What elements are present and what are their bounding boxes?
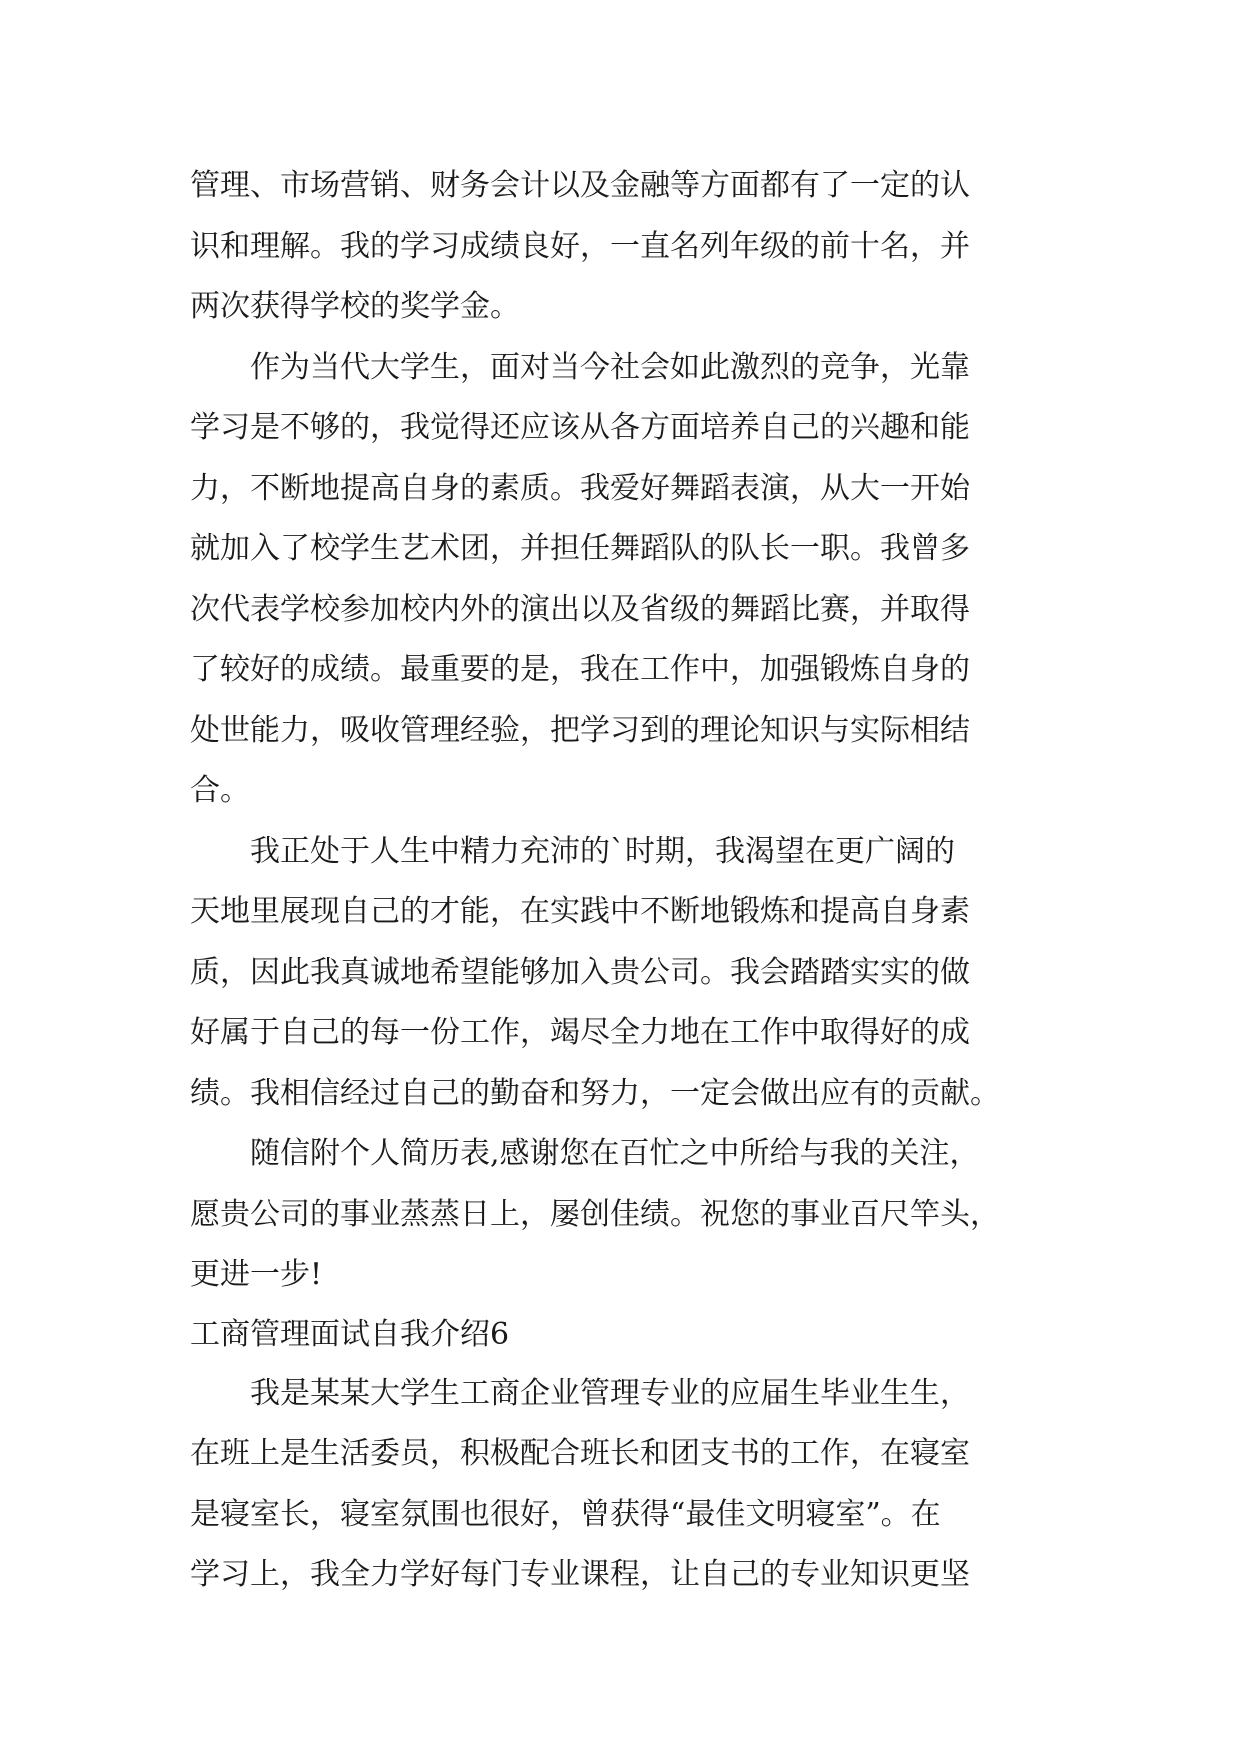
text-line-21: 我是某某大学生工商企业管理专业的应届生毕业生生， — [190, 1375, 970, 1411]
text-line-8: 次代表学校参加校内外的演出以及省级的舞蹈比赛，并取得 — [190, 591, 970, 627]
text-line-23: 是寝室长，寝室氛围也很好，曾获得“最佳文明寝室”。在 — [190, 1496, 941, 1532]
text-line-5: 学习是不够的，我觉得还应该从各方面培养自己的兴趣和能 — [190, 410, 970, 445]
text-line-15: 好属于自己的每一份工作，竭尽全力地在工作中取得好的成 — [190, 1015, 970, 1050]
text-line-18: 愿贵公司的事业蒸蒸日上，屡创佳绩。祝您的事业百尺竿头， — [190, 1196, 1000, 1232]
text-line-12: 我正处于人生中精力充沛的`时期，我渴望在更广阔的 — [190, 833, 955, 869]
text-line-17: 随信附个人简历表,感谢您在百忙之中所给与我的关注， — [190, 1136, 980, 1171]
text-line-13: 天地里展现自己的才能，在实践中不断地锻炼和提高自身素 — [190, 894, 970, 929]
text-line-10: 处世能力，吸收管理经验，把学习到的理论知识与实际相结 — [190, 712, 970, 748]
text-line-2: 识和理解。我的学习成绩良好，一直名列年级的前十名，并 — [190, 228, 970, 264]
section-heading: 工商管理面试自我介绍6 — [190, 1316, 510, 1352]
text-line-24: 学习上，我全力学好每门专业课程，让自己的专业知识更坚 — [190, 1557, 970, 1592]
document-body — [190, 156, 1050, 1606]
text-line-1: 管理、市场营销、财务会计以及金融等方面都有了一定的认 — [190, 168, 970, 203]
text-line-9: 了较好的成绩。最重要的是，我在工作中，加强锻炼自身的 — [190, 652, 970, 687]
text-line-3: 两次获得学校的奖学金。 — [190, 289, 520, 324]
text-line-16: 绩。我相信经过自己的勤奋和努力，一定会做出应有的贡献。 — [190, 1075, 1000, 1111]
text-line-22: 在班上是生活委员，积极配合班长和团支书的工作，在寝室 — [190, 1436, 970, 1471]
text-line-19: 更进一步! — [190, 1257, 323, 1292]
text-line-14: 质，因此我真诚地希望能够加入贵公司。我会踏踏实实的做 — [190, 954, 970, 990]
text-line-4: 作为当代大学生，面对当今社会如此激烈的竞争，光靠 — [190, 349, 970, 385]
text-line-11: 合。 — [190, 773, 250, 808]
text-line-6: 力，不断地提高自身的素质。我爱好舞蹈表演，从大一开始 — [190, 470, 970, 506]
text-line-7: 就加入了校学生艺术团，并担任舞蹈队的队长一职。我曾多 — [190, 531, 970, 566]
